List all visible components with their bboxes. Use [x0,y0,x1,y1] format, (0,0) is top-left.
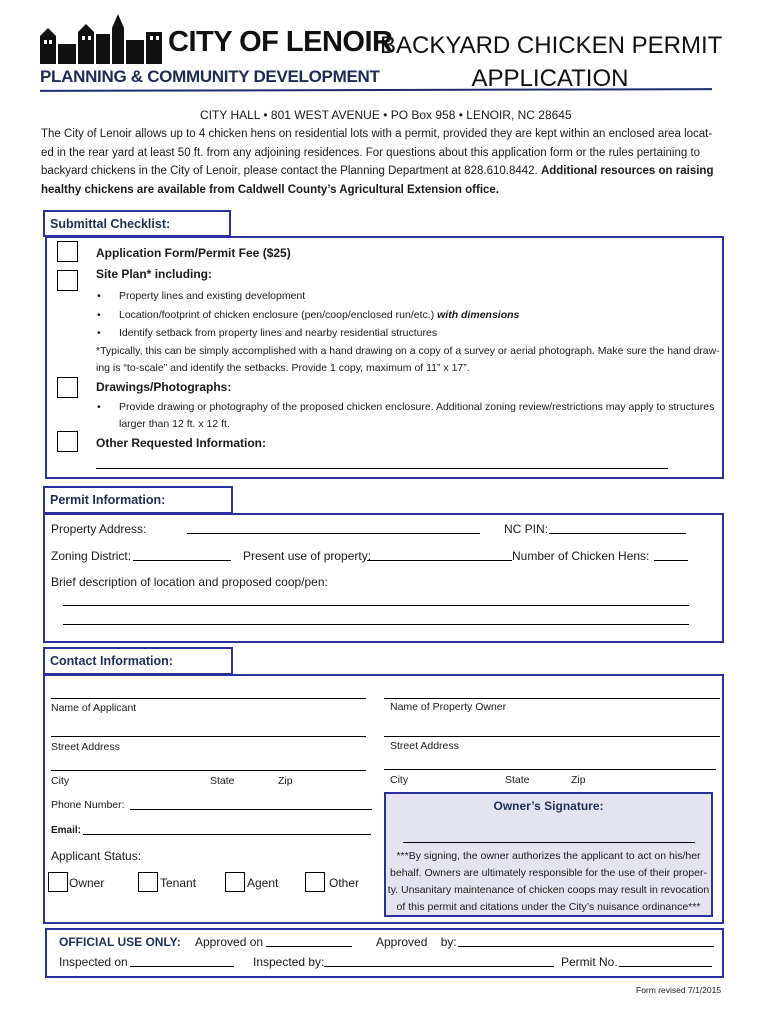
bullet-drawing: • Provide drawing or photography of the proposed chicken enclosure. Additional zoning review/restrictions may apply to structures [119,401,714,413]
brief-description-line-1[interactable] [63,605,689,606]
zoning-district-field[interactable] [133,560,231,561]
title-line-1: BACKYARD CHICKEN PERMIT [380,32,723,59]
status-owner-checkbox[interactable] [48,872,68,892]
status-agent-label: Agent [247,876,279,890]
email-field[interactable] [83,834,371,835]
logo-city-name: CITY OF LENOIR [168,26,393,58]
intro-line-3-bold: Additional resources on raising [540,165,714,177]
approved-by-label: Approved by: [376,935,457,949]
checkbox-site-plan[interactable] [57,270,78,291]
status-other-label: Other [329,876,360,890]
inspected-on-label: Inspected on [59,955,128,969]
present-use-label: Present use of property: [243,549,372,563]
signature-note-3: ty. Unsanitary maintenance of chicken coops may result in revocation [387,884,710,896]
checkbox-drawings[interactable] [57,377,78,398]
status-other-checkbox[interactable] [305,872,325,892]
bullet-enclosure [119,309,519,321]
phone-field[interactable] [130,809,372,810]
owner-street-label: Street Address [390,740,459,752]
applicant-zip-label: Zip [278,775,293,787]
permit-no-field[interactable] [619,966,712,967]
site-plan-note-line-2: ing is “to-scale” and identify the setbacks. Provide 1 copy, maximum of 11” x 17”. [96,362,470,374]
applicant-city-field[interactable] [51,770,366,771]
permit-no-label: Permit No. [561,955,618,969]
checklist-item-site-plan: Site Plan* including: [96,267,213,281]
checklist-header: Submittal Checklist: [43,210,231,237]
status-tenant-checkbox[interactable] [138,872,158,892]
intro-paragraph [41,125,731,199]
applicant-status-label: Applicant Status: [51,849,142,863]
owner-street-field[interactable] [384,736,720,737]
form-revised: Form revised 7/1/2015 [636,985,722,995]
inspected-by-field[interactable] [324,966,554,967]
checklist-item-application-form: Application Form/Permit Fee ($25) [96,246,291,260]
other-info-input-line[interactable] [96,468,668,469]
zoning-district-label: Zoning District: [51,549,132,563]
intro-line-2: ed in the rear yard at least 50 ft. from any adjoining residences. For questions about this application form or the rules pertaining to [41,146,701,159]
email-label: Email: [51,825,82,836]
bullet-enclosure-emphasis: with dimensions [437,309,520,321]
phone-label: Phone Number: [51,799,125,811]
bullet-property-lines: • Property lines and existing development [119,290,305,302]
checkbox-application-form[interactable] [57,241,78,262]
nc-pin-field[interactable] [549,533,686,534]
signature-note-4: of this permit and citations under the City’s nuisance ordinance*** [396,901,701,913]
checkbox-other-info[interactable] [57,431,78,452]
bullet-setback: • Identify setback from property lines and nearby residential structures [119,327,437,339]
signature-note-2: behalf. Owners are ultimately responsible for the use of their proper- [390,867,707,879]
owner-signature-line[interactable] [403,842,695,843]
approved-by-field[interactable] [458,946,714,947]
official-use-title: OFFICIAL USE ONLY: [59,935,181,949]
applicant-name-label: Name of Applicant [51,702,137,714]
num-hens-label: Number of Chicken Hens: [512,549,650,563]
checklist-item-drawings: Drawings/Photographs: [96,380,232,394]
brief-description-label: Brief description of location and proposed coop/pen: [51,575,328,589]
owner-name-field[interactable] [384,698,720,699]
inspected-by-label: Inspected by: [253,955,325,969]
inspected-on-field[interactable] [130,966,234,967]
status-agent-checkbox[interactable] [225,872,245,892]
approved-on-label: Approved on [195,935,264,949]
permit-header: Permit Information: [43,486,233,514]
title-line-2: APPLICATION [471,65,629,92]
brief-description-line-2[interactable] [63,624,689,625]
applicant-name-field[interactable] [51,698,366,699]
owner-city-label: City [390,774,409,786]
logo-department: PLANNING & COMMUNITY DEVELOPMENT [40,67,380,86]
approved-on-field[interactable] [266,946,352,947]
bullet-drawing-cont: larger than 12 ft. x 12 ft. [119,418,230,430]
applicant-street-field[interactable] [51,736,366,737]
signature-note-1: ***By signing, the owner authorizes the applicant to act on his/her [396,850,701,862]
owner-signature-label: Owner’s Signature: [493,799,604,813]
applicant-city-label: City [51,775,70,787]
present-use-field[interactable] [367,560,512,561]
intro-line-1: The City of Lenoir allows up to 4 chicken hens on residential lots with a permit, provided they are kept within an enclosed area locat- [41,128,713,140]
owner-city-field[interactable] [384,769,716,770]
applicant-street-label: Street Address [51,741,120,753]
intro-line-3: backyard chickens in the City of Lenoir, please contact the Planning Department at 828.610.8442. [41,165,541,177]
num-hens-field[interactable] [654,560,688,561]
owner-name-label: Name of Property Owner [390,701,507,713]
address-line: CITY HALL • 801 WEST AVENUE • PO Box 958 • LENOIR, NC 28645 [200,108,572,122]
intro-line-4: healthy chickens are available from Caldwell County’s Agricultural Extension office. [41,183,500,196]
city-skyline-logo-icon [38,14,168,66]
bullet-enclosure-text: Location/footprint of chicken enclosure (pen/coop/enclosed run/etc.) [119,309,438,321]
checklist-item-other-info: Other Requested Information: [96,436,267,450]
site-plan-note-line-1: *Typically, this can be simply accomplished with a hand drawing on a copy of a survey or aerial photograph. Make sure the hand draw- [96,345,720,357]
owner-state-label: State [505,774,530,786]
status-owner-label: Owner [69,876,105,890]
applicant-state-label: State [210,775,235,787]
status-tenant-label: Tenant [160,876,197,890]
property-address-field[interactable] [187,533,480,534]
contact-header: Contact Information: [43,647,233,675]
property-address-label: Property Address: [51,522,147,536]
owner-zip-label: Zip [571,774,586,786]
nc-pin-label: NC PIN: [504,522,549,536]
